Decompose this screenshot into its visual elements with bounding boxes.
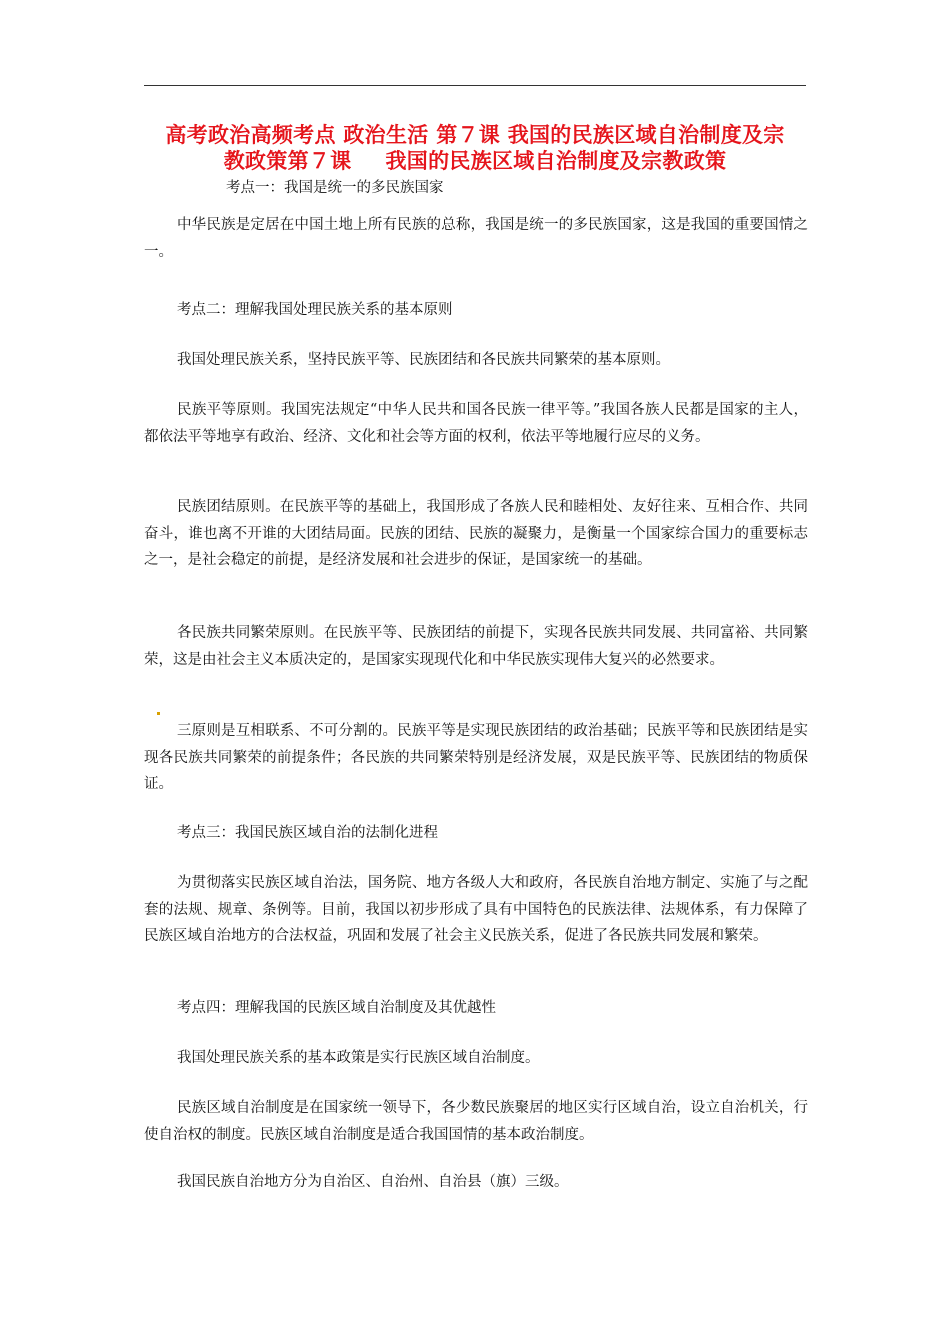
paragraph: 中华民族是定居在中国土地上所有民族的总称，我国是统一的多民族国家，这是我国的重要国情之一。: [144, 217, 808, 260]
title-line-2-lesson: 教政策第７课: [223, 148, 352, 173]
paragraph: 我国处理民族关系，坚持民族平等、民族团结和各民族共同繁荣的基本原则。: [177, 352, 670, 368]
section-heading-3: 考点三：我国民族区域自治的法制化进程: [177, 825, 438, 841]
paragraph: 我国民族自治地方分为自治区、自治州、自治县（旗）三级。: [177, 1174, 569, 1190]
paragraph: 各民族共同繁荣原则。在民族平等、民族团结的前提下，实现各民族共同发展、共同富裕、共同繁荣，这是由社会主义本质决定的，是国家实现现代化和中华民族实现伟大复兴的必然要求。: [144, 625, 808, 668]
edit-marker: [157, 712, 160, 715]
section-heading-2: 考点二：理解我国处理民族关系的基本原则: [177, 302, 453, 318]
section-heading-1: 考点一：我国是统一的多民族国家: [226, 180, 444, 196]
paragraph: 为贯彻落实民族区域自治法，国务院、地方各级人大和政府，各民族自治地方制定、实施了与之配套的法规、规章、条例等。目前，我国以初步形成了具有中国特色的民族法律、法规体系，有力保障了民族区域自治地方的合法权益，巩固和发展了社会主义民族关系，促进了各民族共同发展和繁荣。: [144, 875, 808, 944]
paragraph: 民族平等原则。我国宪法规定“中华人民共和国各民族一律平等。”我国各族人民都是国家的主人，都依法平等地享有政治、经济、文化和社会等方面的权利，依法平等地履行应尽的义务。: [144, 402, 808, 445]
paragraph: 民族区域自治制度是在国家统一领导下，各少数民族聚居的地区实行区域自治，设立自治机关，行使自治权的制度。民族区域自治制度是适合我国国情的基本政治制度。: [144, 1100, 808, 1143]
title-line-2-subject: 我国的民族区域自治制度及宗教政策: [385, 148, 727, 173]
paragraph: 民族团结原则。在民族平等的基础上，我国形成了各族人民和睦相处、友好往来、互相合作、共同奋斗，谁也离不开谁的大团结局面。民族的团结、民族的凝聚力，是衡量一个国家综合国力的重要标志之一，是社会稳定的前提，是经济发展和社会进步的保证，是国家统一的基础。: [144, 499, 808, 568]
title-line-1: 高考政治高频考点 政治生活 第７课 我国的民族区域自治制度及宗: [165, 122, 785, 147]
header-rule: [144, 85, 806, 86]
document-title: [144, 122, 806, 174]
paragraph: 三原则是互相联系、不可分割的。民族平等是实现民族团结的政治基础；民族平等和民族团结是实现各民族共同繁荣的前提条件；各民族的共同繁荣特别是经济发展，双是民族平等、民族团结的物质保证。: [144, 723, 808, 792]
section-heading-4: 考点四：理解我国的民族区域自治制度及其优越性: [177, 1000, 496, 1016]
paragraph: 我国处理民族关系的基本政策是实行民族区域自治制度。: [177, 1050, 540, 1066]
title-line-2: [144, 148, 806, 174]
